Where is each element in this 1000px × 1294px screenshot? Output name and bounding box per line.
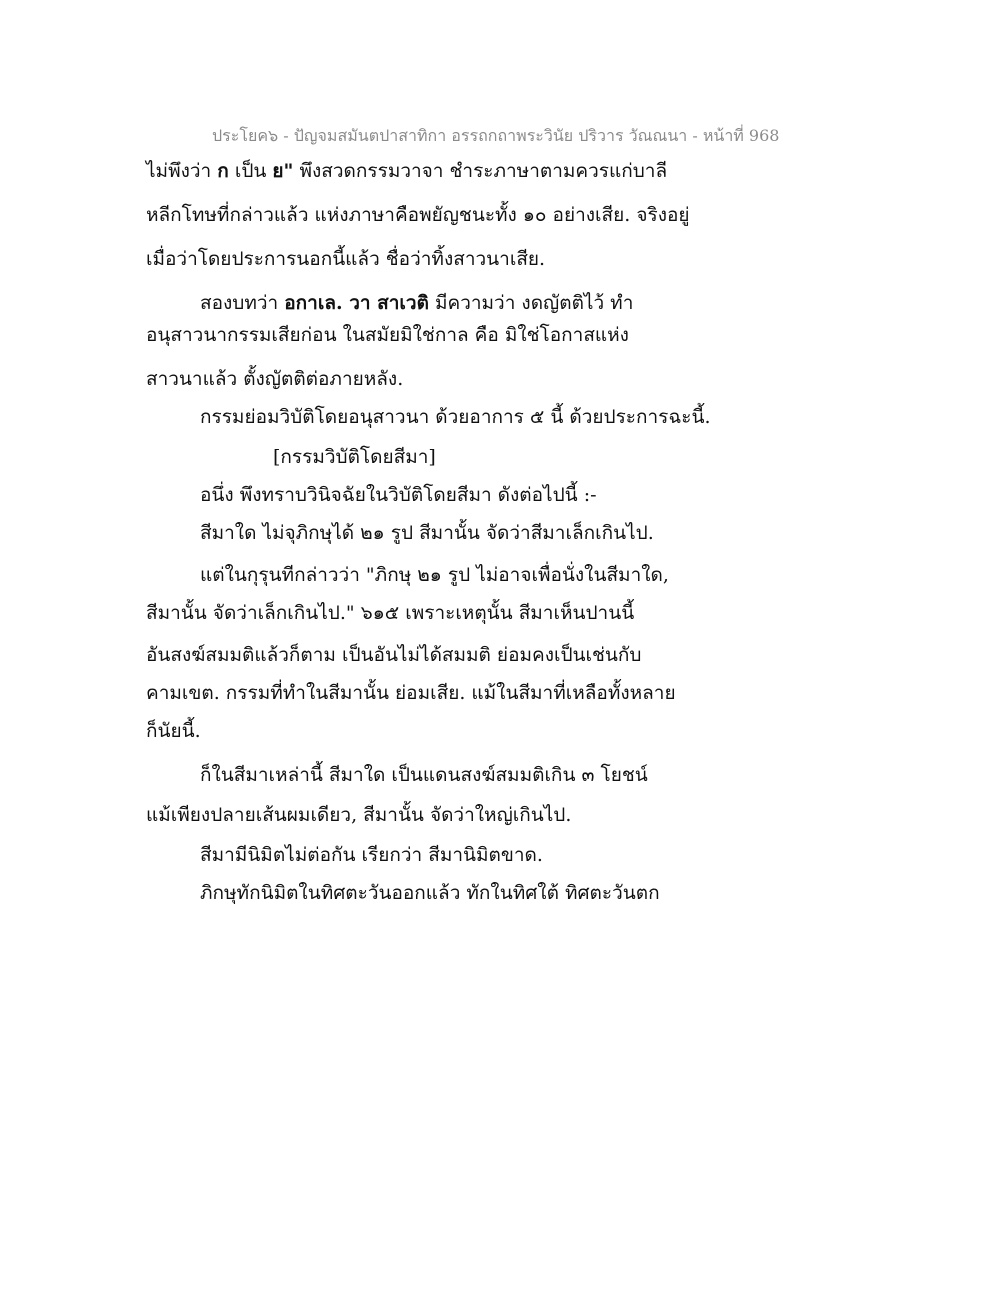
- text-run: อนุสาวนากรรมเสียก่อน ในสมัยมิใช่กาล คือ มิใช่โอกาสแห่ง: [146, 324, 629, 346]
- section-heading: [273, 448, 436, 467]
- bold-term: ย": [272, 160, 294, 182]
- text-run: ภิกษุทักนิมิตในทิศตะวันออกแล้ว ทักในทิศใต้ ทิศตะวันตก: [200, 882, 660, 904]
- text-run: สีมามีนิมิตไม่ต่อกัน เรียกว่า สีมานิมิตขาด.: [200, 844, 543, 866]
- text-run: มีความว่า งดญัตติไว้ ทำ: [428, 292, 634, 314]
- text-line: [146, 206, 690, 225]
- text-run: แต่ในกุรุนทีกล่าวว่า "ภิกษุ ๒๑ รูป ไม่อาจเพื่อนั่งในสีมาใด,: [200, 564, 669, 586]
- text-line: [200, 766, 648, 785]
- text-run: ก็นัยนี้.: [146, 720, 201, 742]
- text-run: เมื่อว่าโดยประการนอกนี้แล้ว ชื่อว่าทิ้งสาวนาเสีย.: [146, 248, 546, 270]
- text-line: [200, 294, 633, 313]
- text-line: [146, 250, 545, 269]
- text-line: [146, 722, 201, 741]
- text-run: อันสงฆ์สมมติแล้วก็ตาม เป็นอันไม่ได้สมมติ ย่อมคงเป็นเช่นกับ: [146, 644, 642, 666]
- text-line: [200, 566, 669, 585]
- text-line: [146, 604, 634, 623]
- text-run: เป็น: [228, 160, 273, 182]
- text-line: [200, 524, 654, 543]
- text-line: [146, 162, 667, 181]
- text-run: ไม่พึงว่า: [146, 160, 218, 182]
- text-run: สองบทว่า: [200, 292, 285, 314]
- text-line: [146, 806, 571, 825]
- text-line: [200, 486, 597, 505]
- text-line: [146, 684, 676, 703]
- text-run: แม้เพียงปลายเส้นผมเดียว, สีมานั้น จัดว่าใหญ่เกินไป.: [146, 804, 572, 826]
- text-line: [200, 408, 711, 427]
- text-run: อนึ่ง พึงทราบวินิจฉัยในวิบัติโดยสีมา ดังต่อไปนี้ :-: [200, 484, 597, 506]
- text-run: ก็ในสีมาเหล่านี้ สีมาใด เป็นแดนสงฆ์สมมติเกิน ๓ โยชน์: [200, 764, 648, 786]
- text-run: สีมานั้น จัดว่าเล็กเกินไป." ๖๑๕ เพราะเหตุนั้น สีมาเห็นปานนี้: [146, 602, 635, 624]
- text-line: [200, 846, 543, 865]
- page-header: ประโยค๖ - ปัญจมสมันตปาสาทิกา อรรถกถาพระวินัย ปริวาร วัณณนา - หน้าที่ 968: [212, 126, 780, 145]
- text-line: [146, 326, 629, 345]
- text-line: [200, 884, 660, 903]
- text-line: [146, 370, 403, 389]
- text-run: สีมาใด ไม่จุภิกษุได้ ๒๑ รูป สีมานั้น จัดว่าสีมาเล็กเกินไป.: [200, 522, 654, 544]
- text-run: หลีกโทษที่กล่าวแล้ว แห่งภาษาคือพยัญชนะทั้ง ๑๐ อย่างเสีย. จริงอยู่: [146, 204, 690, 226]
- text-run: พึงสวดกรรมวาจา ชำระภาษาตามควรแก่บาลี: [293, 160, 668, 182]
- text-run: สาวนาแล้ว ตั้งญัตติต่อภายหลัง.: [146, 368, 404, 390]
- bold-term: ก: [217, 160, 229, 182]
- text-line: [146, 646, 641, 665]
- bold-term: อกาเล. วา สาเวติ: [284, 292, 429, 314]
- text-run: คามเขต. กรรมที่ทำในสีมานั้น ย่อมเสีย. แม้ในสีมาที่เหลือทั้งหลาย: [146, 682, 676, 704]
- text-run: [กรรมวิบัติโดยสีมา]: [273, 446, 436, 468]
- text-run: กรรมย่อมวิบัติโดยอนุสาวนา ด้วยอาการ ๕ นี้ ด้วยประการฉะนี้.: [200, 406, 711, 428]
